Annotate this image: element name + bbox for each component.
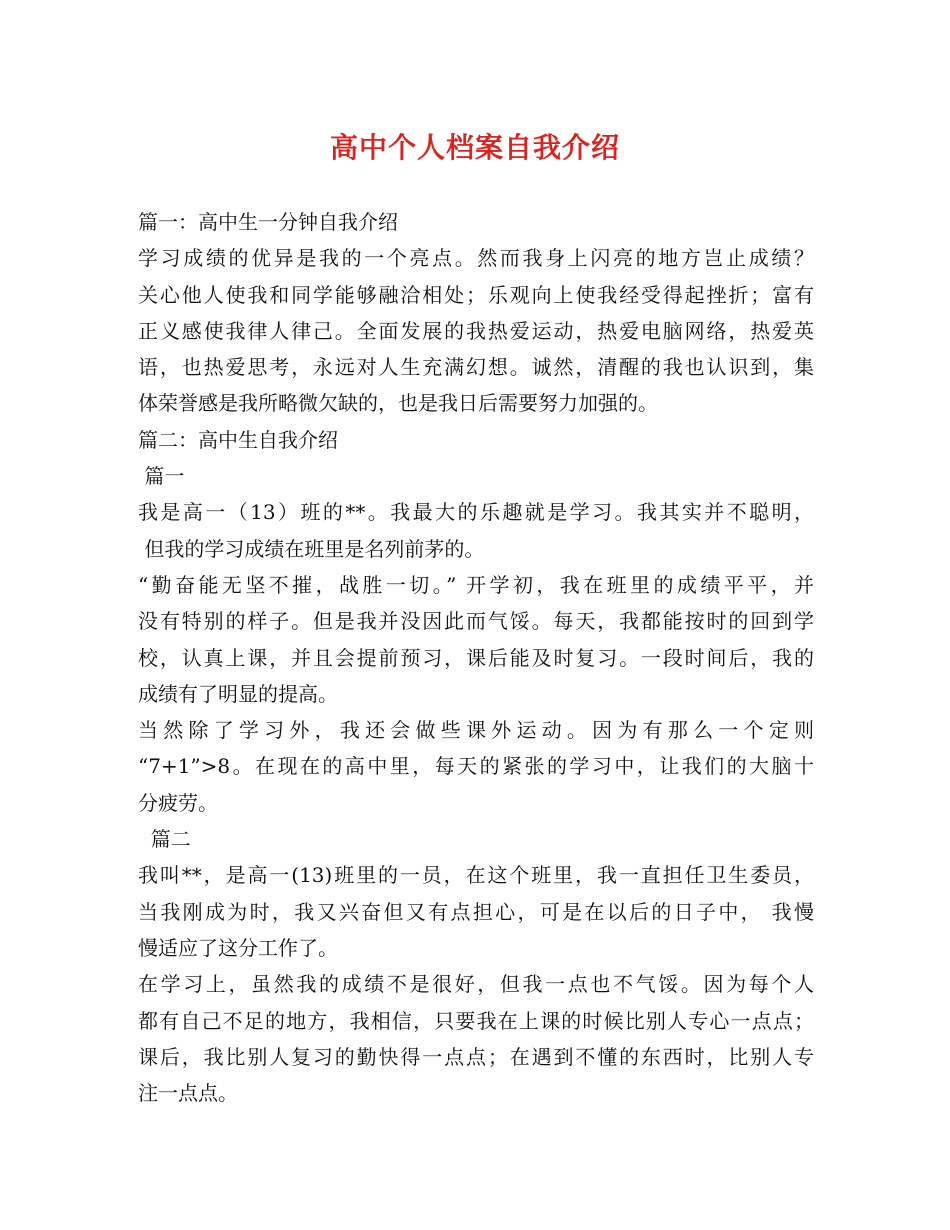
section-heading-2: 篇二：高中生自我介绍: [138, 427, 338, 452]
paragraph-line: 体荣誉感是我所略微欠缺的，也是我日后需要努力加强的。: [138, 391, 658, 416]
document-title: 高中个人档案自我介绍: [329, 131, 620, 164]
paragraph-line: 校，认真上课，并且会提前预习，课后能及时复习。一段时间后，我的: [138, 645, 814, 670]
paragraph-line: “勤奋能无坚不摧，战胜一切。” 开学初，我在班里的成绩平平，并: [138, 572, 814, 597]
subsection-heading: 篇一: [138, 464, 185, 489]
paragraph-line: 当然除了学习外，我还会做些课外运动。因为有那么一个定则: [138, 718, 814, 743]
paragraph-line: 成绩有了明显的提高。: [138, 681, 338, 706]
paragraph-line: 课后，我比别人复习的勤快得一点点；在遇到不懂的东西时，比别人专: [138, 1044, 814, 1069]
paragraph-line: 分疲劳。: [138, 790, 218, 815]
paragraph-line: 但我的学习成绩在班里是名列前茅的。: [138, 536, 485, 561]
paragraph-line: 当我刚成为时，我又兴奋但又有点担心，可是在以后的日子中， 我慢: [138, 899, 814, 924]
paragraph-line: 语，也热爱思考，永远对人生充满幻想。诚然，清醒的我也认识到，集: [138, 355, 814, 380]
subsection-heading: 篇二: [138, 827, 191, 852]
paragraph-line: 学习成绩的优异是我的一个亮点。然而我身上闪亮的地方岂止成绩？: [138, 246, 814, 271]
paragraph-line: 正义感使我律人律己。全面发展的我热爱运动，热爱电脑网络，热爱英: [138, 318, 814, 343]
paragraph-line: 没有特别的样子。但是我并没因此而气馁。每天，我都能按时的回到学: [138, 609, 814, 634]
paragraph-line: “7+1”>8。在现在的高中里，每天的紧张的学习中，让我们的大脑十: [138, 754, 814, 779]
document-body: [138, 204, 814, 1111]
paragraph-line: 都有自己不足的地方，我相信，只要我在上课的时候比别人专心一点点；: [138, 1008, 814, 1033]
section-heading-1: 篇一：高中生一分钟自我介绍: [138, 210, 398, 234]
paragraph-line: 我叫**，是高一(13)班里的一员，在这个班里，我一直担任卫生委员，: [138, 863, 814, 888]
paragraph-line: 慢适应了这分工作了。: [138, 935, 338, 960]
paragraph-line: 我是高一（13）班的**。我最大的乐趣就是学习。我其实并不聪明，: [138, 500, 814, 525]
paragraph-line: 在学习上，虽然我的成绩不是很好，但我一点也不气馁。因为每个人: [138, 972, 814, 997]
paragraph-line: 关心他人使我和同学能够融洽相处；乐观向上使我经受得起挫折；富有: [138, 282, 814, 307]
paragraph-line: 注一点点。: [138, 1081, 238, 1106]
